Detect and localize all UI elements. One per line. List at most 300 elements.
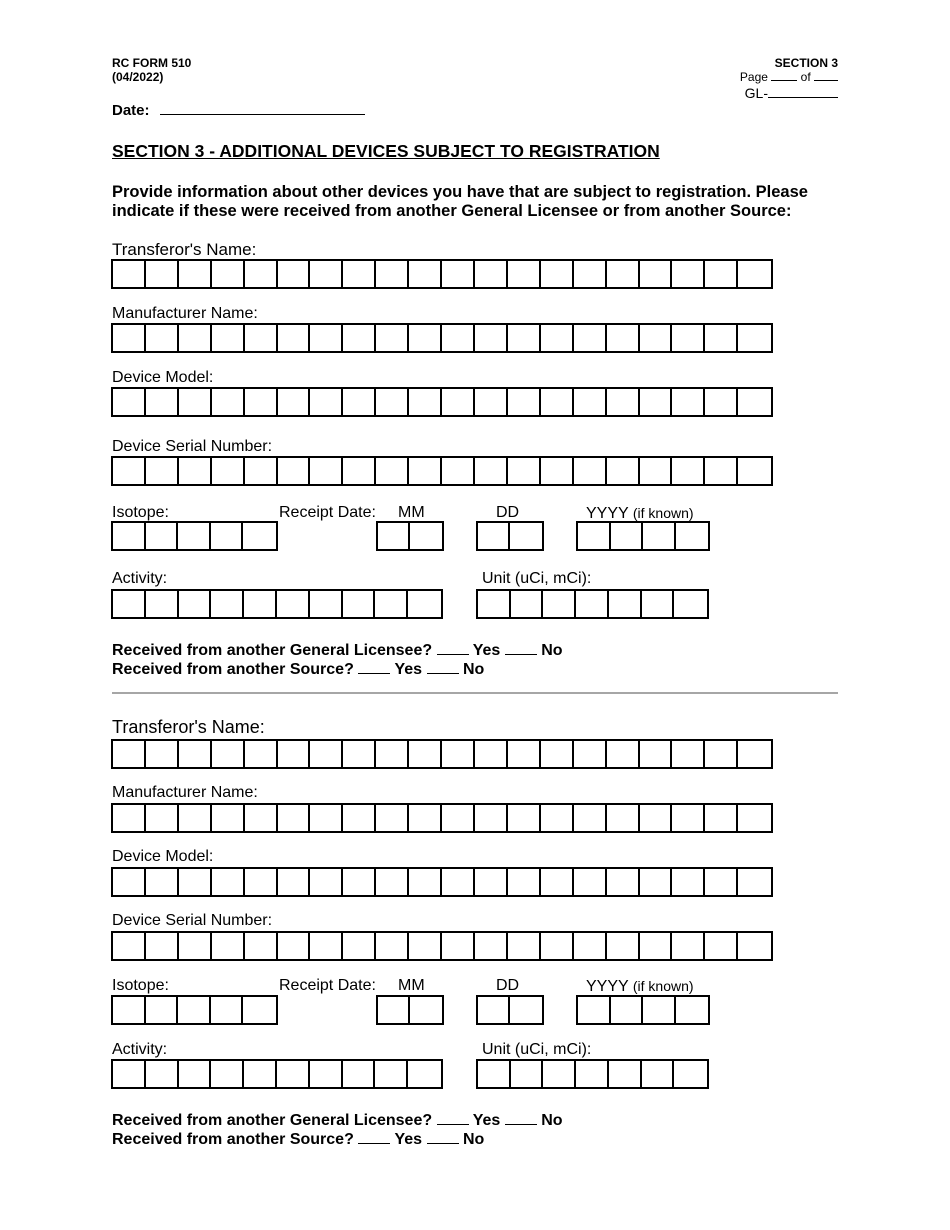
char-box[interactable]: [408, 591, 441, 617]
char-box[interactable]: [409, 458, 442, 484]
char-box[interactable]: [574, 389, 607, 415]
char-box[interactable]: [179, 325, 212, 351]
char-box[interactable]: [541, 389, 574, 415]
char-box[interactable]: [640, 261, 673, 287]
yyyy-label: YYYY: [586, 505, 629, 522]
char-box[interactable]: [738, 933, 771, 959]
char-box[interactable]: [672, 741, 705, 767]
char-box[interactable]: [705, 933, 738, 959]
unit-label: Unit (uCi, mCi):: [482, 1041, 592, 1058]
question-general-licensee: [112, 641, 563, 660]
char-box[interactable]: [640, 458, 673, 484]
activity-boxes[interactable]: [111, 589, 443, 619]
char-box[interactable]: [409, 869, 442, 895]
char-box[interactable]: [642, 591, 675, 617]
char-box[interactable]: [212, 933, 245, 959]
char-box[interactable]: [343, 1061, 376, 1087]
char-box[interactable]: [611, 523, 644, 549]
gl-yes-blank[interactable]: [437, 654, 469, 655]
char-box[interactable]: [310, 741, 343, 767]
char-box[interactable]: [212, 325, 245, 351]
char-box[interactable]: [113, 523, 146, 549]
char-box[interactable]: [146, 741, 179, 767]
char-box[interactable]: [442, 389, 475, 415]
char-box[interactable]: [574, 325, 607, 351]
char-box[interactable]: [640, 389, 673, 415]
device-model-label: Device Model:: [112, 848, 214, 865]
char-box[interactable]: [113, 389, 146, 415]
device-model-label: Device Model:: [112, 369, 214, 386]
char-box[interactable]: [245, 458, 278, 484]
char-box[interactable]: [640, 805, 673, 831]
char-box[interactable]: [146, 523, 179, 549]
char-box[interactable]: [643, 997, 676, 1023]
char-box[interactable]: [543, 591, 576, 617]
char-box[interactable]: [146, 805, 179, 831]
question-other-source: [112, 660, 484, 679]
char-box[interactable]: [541, 458, 574, 484]
char-box[interactable]: [510, 997, 542, 1023]
char-box[interactable]: [409, 261, 442, 287]
char-box[interactable]: [738, 805, 771, 831]
char-box[interactable]: [375, 591, 408, 617]
char-box[interactable]: [409, 805, 442, 831]
char-box[interactable]: [508, 389, 541, 415]
receipt-date-label: Receipt Date:: [279, 977, 376, 994]
device-model-boxes[interactable]: [111, 867, 773, 897]
char-box[interactable]: [178, 523, 211, 549]
char-box[interactable]: [278, 458, 311, 484]
manufacturer-name-boxes[interactable]: [111, 323, 773, 353]
char-box[interactable]: [674, 591, 707, 617]
gl-yes-blank[interactable]: [437, 1124, 469, 1125]
transferor-name-boxes[interactable]: [111, 739, 773, 769]
char-box[interactable]: [212, 261, 245, 287]
src-yes-label: Yes: [394, 661, 423, 678]
char-box[interactable]: [212, 805, 245, 831]
char-box[interactable]: [179, 869, 212, 895]
char-box[interactable]: [409, 741, 442, 767]
char-box[interactable]: [212, 741, 245, 767]
char-box[interactable]: [442, 741, 475, 767]
char-box[interactable]: [277, 591, 310, 617]
char-box[interactable]: [243, 997, 276, 1023]
char-box[interactable]: [245, 389, 278, 415]
char-box[interactable]: [508, 869, 541, 895]
char-box[interactable]: [179, 933, 212, 959]
char-box[interactable]: [541, 741, 574, 767]
manufacturer-name-boxes[interactable]: [111, 803, 773, 833]
char-box[interactable]: [310, 869, 343, 895]
gl-no-blank[interactable]: [505, 1124, 537, 1125]
char-box[interactable]: [245, 805, 278, 831]
char-box[interactable]: [508, 458, 541, 484]
page-of: of: [800, 70, 811, 84]
char-box[interactable]: [343, 933, 376, 959]
serial-number-label: Device Serial Number:: [112, 912, 273, 929]
char-box[interactable]: [672, 805, 705, 831]
char-box[interactable]: [640, 933, 673, 959]
isotope-label: Isotope:: [112, 504, 169, 521]
char-box[interactable]: [410, 523, 442, 549]
serial-number-boxes[interactable]: [111, 931, 773, 961]
char-box[interactable]: [475, 933, 508, 959]
char-box[interactable]: [310, 933, 343, 959]
char-box[interactable]: [738, 261, 771, 287]
char-box[interactable]: [578, 997, 611, 1023]
char-box[interactable]: [676, 523, 708, 549]
char-box[interactable]: [244, 1061, 277, 1087]
char-box[interactable]: [607, 933, 640, 959]
char-box[interactable]: [640, 869, 673, 895]
activity-label: Activity:: [112, 570, 168, 587]
char-box[interactable]: [511, 591, 544, 617]
char-box[interactable]: [510, 523, 542, 549]
char-box[interactable]: [245, 261, 278, 287]
char-box[interactable]: [640, 741, 673, 767]
char-box[interactable]: [478, 523, 510, 549]
char-box[interactable]: [543, 1061, 576, 1087]
char-box[interactable]: [212, 458, 245, 484]
page-number-blank[interactable]: [771, 80, 797, 81]
char-box[interactable]: [738, 458, 771, 484]
char-box[interactable]: [310, 261, 343, 287]
char-box[interactable]: [146, 325, 179, 351]
char-box[interactable]: [478, 997, 510, 1023]
question-src-text: Received from another Source?: [112, 1131, 354, 1148]
char-box[interactable]: [609, 1061, 642, 1087]
char-box[interactable]: [475, 261, 508, 287]
dd-label: DD: [496, 977, 520, 994]
char-box[interactable]: [113, 261, 146, 287]
char-box[interactable]: [672, 261, 705, 287]
char-box[interactable]: [113, 591, 146, 617]
char-box[interactable]: [508, 325, 541, 351]
char-box[interactable]: [245, 869, 278, 895]
char-box[interactable]: [643, 523, 676, 549]
char-box[interactable]: [409, 389, 442, 415]
char-box[interactable]: [146, 869, 179, 895]
question-gl-text: Received from another General Licensee?: [112, 1112, 433, 1129]
char-box[interactable]: [179, 458, 212, 484]
char-box[interactable]: [245, 933, 278, 959]
char-box[interactable]: [607, 261, 640, 287]
receipt-dd-boxes[interactable]: [476, 995, 544, 1025]
char-box[interactable]: [343, 869, 376, 895]
question-general-licensee: [112, 1111, 563, 1130]
char-box[interactable]: [705, 869, 738, 895]
char-box[interactable]: [541, 325, 574, 351]
char-box[interactable]: [705, 325, 738, 351]
page-total-blank[interactable]: [814, 80, 838, 81]
char-box[interactable]: [705, 458, 738, 484]
intro-line-1: Provide information about other devices you have that are subject to registration. Please: [112, 183, 808, 201]
gl-no-label: No: [541, 642, 563, 659]
char-box[interactable]: [574, 933, 607, 959]
char-box[interactable]: [146, 261, 179, 287]
char-box[interactable]: [146, 458, 179, 484]
char-box[interactable]: [243, 523, 276, 549]
char-box[interactable]: [738, 869, 771, 895]
char-box[interactable]: [376, 741, 409, 767]
char-box[interactable]: [277, 1061, 310, 1087]
src-no-blank[interactable]: [427, 673, 459, 674]
date-label: Date:: [112, 102, 150, 119]
char-box[interactable]: [343, 458, 376, 484]
char-box[interactable]: [676, 997, 708, 1023]
char-box[interactable]: [738, 325, 771, 351]
char-box[interactable]: [244, 591, 277, 617]
char-box[interactable]: [478, 1061, 511, 1087]
char-box[interactable]: [442, 805, 475, 831]
serial-number-boxes[interactable]: [111, 456, 773, 486]
char-box[interactable]: [409, 933, 442, 959]
char-box[interactable]: [478, 591, 511, 617]
transferor-name-boxes[interactable]: [111, 259, 773, 289]
intro-line-2: indicate if these were received from another General Licensee or from another Source:: [112, 202, 792, 220]
char-box[interactable]: [146, 997, 179, 1023]
receipt-dd-boxes[interactable]: [476, 521, 544, 551]
unit-boxes[interactable]: [476, 589, 709, 619]
char-box[interactable]: [179, 591, 212, 617]
char-box[interactable]: [113, 933, 146, 959]
char-box[interactable]: [674, 1061, 707, 1087]
char-box[interactable]: [607, 458, 640, 484]
char-box[interactable]: [508, 805, 541, 831]
char-box[interactable]: [576, 1061, 609, 1087]
char-box[interactable]: [310, 591, 343, 617]
char-box[interactable]: [178, 997, 211, 1023]
section-label: SECTION 3: [774, 56, 838, 70]
char-box[interactable]: [310, 389, 343, 415]
char-box[interactable]: [212, 389, 245, 415]
if-known-label: (if known): [632, 505, 694, 521]
date-blank[interactable]: [160, 114, 365, 115]
char-box[interactable]: [245, 741, 278, 767]
device-model-boxes[interactable]: [111, 387, 773, 417]
char-box[interactable]: [343, 389, 376, 415]
char-box[interactable]: [408, 1061, 441, 1087]
char-box[interactable]: [672, 869, 705, 895]
src-yes-blank[interactable]: [358, 1143, 390, 1144]
char-box[interactable]: [179, 261, 212, 287]
gl-yes-label: Yes: [472, 1112, 501, 1129]
activity-boxes[interactable]: [111, 1059, 443, 1089]
char-box[interactable]: [475, 325, 508, 351]
char-box[interactable]: [409, 325, 442, 351]
char-box[interactable]: [146, 933, 179, 959]
char-box[interactable]: [508, 261, 541, 287]
char-box[interactable]: [278, 261, 311, 287]
char-box[interactable]: [541, 261, 574, 287]
char-box[interactable]: [179, 805, 212, 831]
date-line: [112, 102, 365, 120]
char-box[interactable]: [508, 741, 541, 767]
char-box[interactable]: [738, 389, 771, 415]
char-box[interactable]: [113, 869, 146, 895]
char-box[interactable]: [310, 325, 343, 351]
char-box[interactable]: [672, 389, 705, 415]
gl-number-line: [745, 84, 838, 102]
char-box[interactable]: [738, 741, 771, 767]
char-box[interactable]: [607, 741, 640, 767]
unit-boxes[interactable]: [476, 1059, 709, 1089]
char-box[interactable]: [574, 261, 607, 287]
isotope-label: Isotope:: [112, 977, 169, 994]
char-box[interactable]: [245, 325, 278, 351]
char-box[interactable]: [611, 997, 644, 1023]
question-gl-text: Received from another General Licensee?: [112, 642, 433, 659]
char-box[interactable]: [343, 261, 376, 287]
char-box[interactable]: [607, 805, 640, 831]
receipt-yyyy-boxes[interactable]: [576, 521, 710, 551]
char-box[interactable]: [343, 591, 376, 617]
char-box[interactable]: [475, 741, 508, 767]
char-box[interactable]: [642, 1061, 675, 1087]
char-box[interactable]: [705, 261, 738, 287]
char-box[interactable]: [607, 389, 640, 415]
char-box[interactable]: [376, 261, 409, 287]
char-box[interactable]: [278, 741, 311, 767]
char-box[interactable]: [343, 805, 376, 831]
dd-label: DD: [496, 504, 520, 521]
char-box[interactable]: [376, 458, 409, 484]
char-box[interactable]: [146, 389, 179, 415]
page-number-line: [740, 70, 838, 84]
gl-no-blank[interactable]: [505, 654, 537, 655]
char-box[interactable]: [375, 1061, 408, 1087]
unit-label: Unit (uCi, mCi):: [482, 570, 592, 587]
char-box[interactable]: [179, 1061, 212, 1087]
char-box[interactable]: [705, 389, 738, 415]
src-no-label: No: [462, 1131, 485, 1148]
char-box[interactable]: [211, 523, 244, 549]
char-box[interactable]: [113, 741, 146, 767]
char-box[interactable]: [442, 261, 475, 287]
char-box[interactable]: [211, 1061, 244, 1087]
char-box[interactable]: [376, 325, 409, 351]
char-box[interactable]: [609, 591, 642, 617]
char-box[interactable]: [376, 933, 409, 959]
char-box[interactable]: [376, 389, 409, 415]
manufacturer-label: Manufacturer Name:: [112, 305, 258, 322]
activity-label: Activity:: [112, 1041, 168, 1058]
char-box[interactable]: [376, 805, 409, 831]
char-box[interactable]: [113, 458, 146, 484]
src-no-blank[interactable]: [427, 1143, 459, 1144]
gl-no-label: No: [541, 1112, 563, 1129]
gl-number-blank[interactable]: [768, 97, 838, 98]
yyyy-label: YYYY: [586, 978, 629, 995]
char-box[interactable]: [705, 805, 738, 831]
char-box[interactable]: [508, 933, 541, 959]
char-box[interactable]: [211, 997, 244, 1023]
isotope-boxes[interactable]: [111, 521, 278, 551]
page-title: SECTION 3 - ADDITIONAL DEVICES SUBJECT TO REGISTRATION: [112, 141, 660, 161]
char-box[interactable]: [376, 869, 409, 895]
char-box[interactable]: [705, 741, 738, 767]
yyyy-label-group: [586, 977, 694, 996]
form-id: RC FORM 510: [112, 56, 192, 70]
char-box[interactable]: [212, 869, 245, 895]
page-prefix: Page: [739, 70, 768, 84]
transferor-label: Transferor's Name:: [112, 240, 257, 259]
char-box[interactable]: [278, 389, 311, 415]
char-box[interactable]: [113, 325, 146, 351]
char-box[interactable]: [576, 591, 609, 617]
char-box[interactable]: [278, 325, 311, 351]
receipt-date-label: Receipt Date:: [279, 504, 376, 521]
char-box[interactable]: [511, 1061, 544, 1087]
mm-label: MM: [398, 504, 425, 521]
section-divider: [112, 692, 838, 694]
char-box[interactable]: [278, 805, 311, 831]
char-box[interactable]: [541, 805, 574, 831]
receipt-mm-boxes[interactable]: [376, 995, 444, 1025]
char-box[interactable]: [475, 458, 508, 484]
char-box[interactable]: [607, 325, 640, 351]
gl-prefix: GL-: [744, 85, 768, 101]
char-box[interactable]: [541, 869, 574, 895]
char-box[interactable]: [574, 741, 607, 767]
char-box[interactable]: [113, 1061, 146, 1087]
char-box[interactable]: [378, 997, 410, 1023]
char-box[interactable]: [179, 389, 212, 415]
char-box[interactable]: [672, 458, 705, 484]
char-box[interactable]: [179, 741, 212, 767]
char-box[interactable]: [578, 523, 611, 549]
char-box[interactable]: [310, 805, 343, 831]
form-date: (04/2022): [112, 70, 164, 84]
receipt-mm-boxes[interactable]: [376, 521, 444, 551]
char-box[interactable]: [410, 997, 442, 1023]
char-box[interactable]: [343, 325, 376, 351]
transferor-label: Transferor's Name:: [112, 717, 265, 737]
char-box[interactable]: [475, 389, 508, 415]
char-box[interactable]: [442, 869, 475, 895]
char-box[interactable]: [442, 458, 475, 484]
char-box[interactable]: [475, 869, 508, 895]
isotope-boxes[interactable]: [111, 995, 278, 1025]
char-box[interactable]: [113, 805, 146, 831]
question-other-source: [112, 1130, 484, 1149]
char-box[interactable]: [146, 1061, 179, 1087]
char-box[interactable]: [672, 933, 705, 959]
char-box[interactable]: [442, 325, 475, 351]
char-box[interactable]: [278, 869, 311, 895]
char-box[interactable]: [574, 458, 607, 484]
char-box[interactable]: [310, 458, 343, 484]
char-box[interactable]: [672, 325, 705, 351]
char-box[interactable]: [475, 805, 508, 831]
char-box[interactable]: [442, 933, 475, 959]
char-box[interactable]: [574, 869, 607, 895]
char-box[interactable]: [574, 805, 607, 831]
char-box[interactable]: [640, 325, 673, 351]
char-box[interactable]: [113, 997, 146, 1023]
char-box[interactable]: [607, 869, 640, 895]
if-known-label: (if known): [632, 978, 694, 994]
char-box[interactable]: [278, 933, 311, 959]
char-box[interactable]: [211, 591, 244, 617]
char-box[interactable]: [146, 591, 179, 617]
char-box[interactable]: [541, 933, 574, 959]
char-box[interactable]: [378, 523, 410, 549]
receipt-yyyy-boxes[interactable]: [576, 995, 710, 1025]
char-box[interactable]: [310, 1061, 343, 1087]
char-box[interactable]: [343, 741, 376, 767]
src-yes-blank[interactable]: [358, 673, 390, 674]
